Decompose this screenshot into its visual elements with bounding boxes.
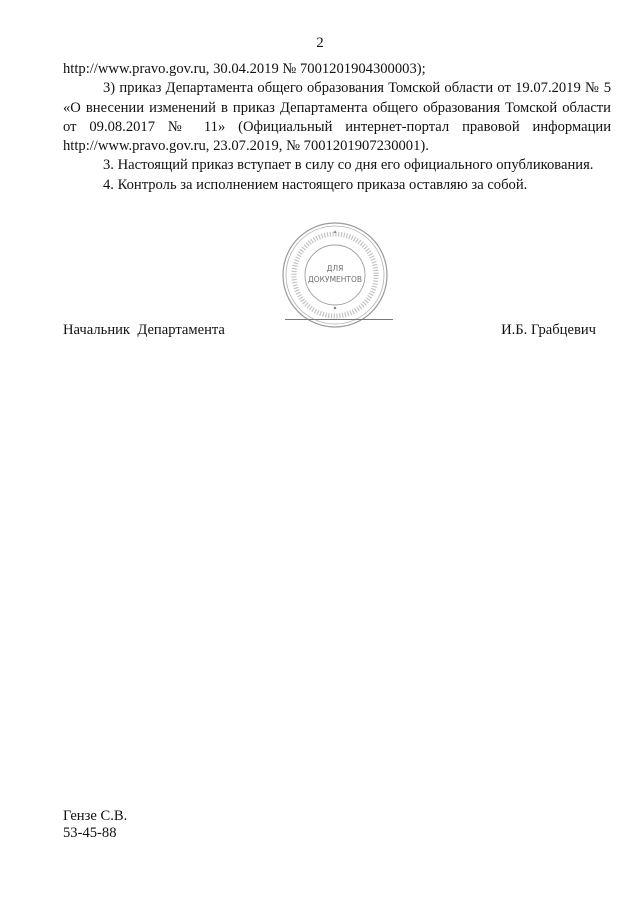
- document-body: [63, 60, 611, 195]
- paragraph-item-3: 3) приказ Департамента общего образования Томской области от 19.07.2019 № 5 «О внесении изменений в приказ Департамента общего образования Томской области от 09.08.2017 № 11» (Официальный интернет-портал правовой информации http://www.pravo.gov.ru, 23.07.2019, № 7001201907230001).: [63, 80, 611, 155]
- signatory-title: Начальник Департамента: [63, 322, 225, 338]
- stamp-center-line1: ДЛЯ: [326, 264, 344, 273]
- signature-line: [285, 319, 393, 320]
- paragraph-clause-4: 4. Контроль за исполнением настоящего приказа оставляю за собой.: [103, 176, 528, 193]
- page-number: 2: [316, 35, 324, 51]
- paragraph-continuation: http://www.pravo.gov.ru, 30.04.2019 № 7001201904300003);: [63, 61, 426, 77]
- contact-phone: 53-45-88: [63, 825, 117, 841]
- contact-name: Гензе С.В.: [63, 808, 128, 824]
- stamp-center-line2: ДОКУМЕНТОВ: [307, 275, 363, 284]
- signatory-name: И.Б. Грабцевич: [501, 322, 596, 338]
- official-seal-stamp: [280, 220, 390, 330]
- paragraph-clause-3: 3. Настоящий приказ вступает в силу со дня его официального опубликования.: [103, 157, 594, 174]
- contact-block: [63, 808, 127, 842]
